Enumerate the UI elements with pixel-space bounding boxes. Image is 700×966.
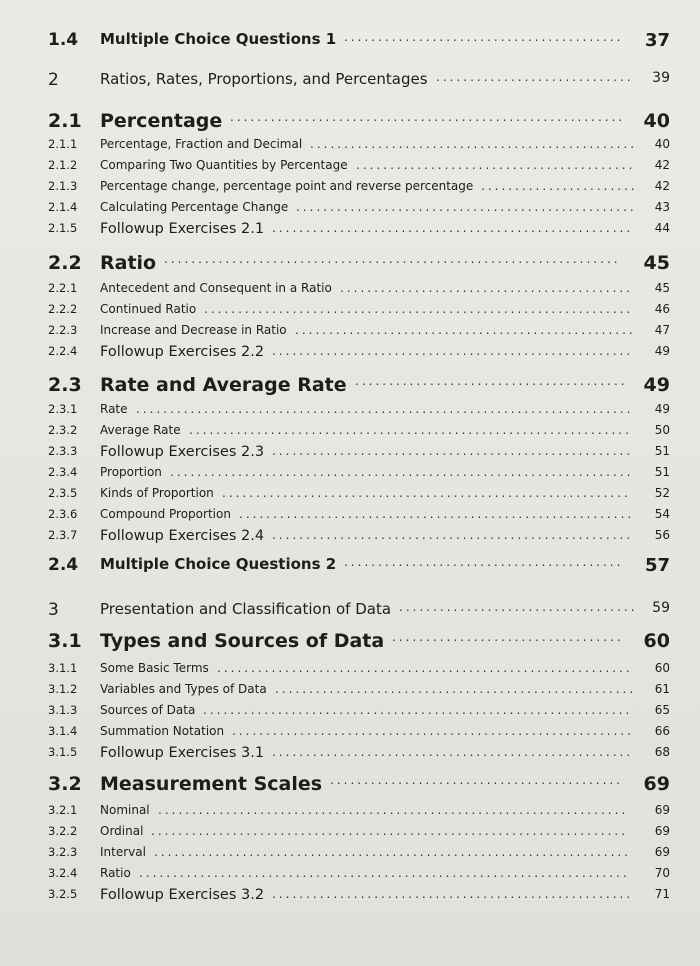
toc-entry-page: 49: [654, 344, 670, 358]
toc-entry-number: 2.3.4: [48, 465, 78, 479]
toc-entry-page: 47: [654, 323, 670, 337]
toc-entry-number: 2.3.2: [48, 423, 78, 437]
toc-entry-title: Multiple Choice Questions 1: [100, 30, 337, 48]
dot-leader: .........................................................................: [136, 402, 634, 416]
dot-leader: .....................................................: [272, 444, 634, 458]
dot-leader: .....................................................................: [158, 803, 629, 817]
toc-entry-page: 49: [643, 374, 670, 396]
dot-leader: ...............................................................: [204, 302, 634, 316]
dot-leader: ........................................: [355, 374, 628, 388]
toc-entry-number: 3.1: [48, 630, 82, 652]
dot-leader: .....................................................: [272, 344, 634, 358]
toc-entry-number: 3.2.2: [48, 824, 78, 838]
toc-entry-number: 3.1.5: [48, 745, 78, 759]
toc-entry-number: 2.3.7: [48, 528, 78, 542]
toc-entry-number: 3.1.1: [48, 661, 78, 675]
toc-entry-page: 60: [654, 661, 670, 675]
dot-leader: ......................................................................: [154, 845, 632, 859]
dot-leader: ............................................................: [222, 486, 631, 500]
dot-leader: .....................................................: [272, 745, 634, 759]
toc-entry-title: Followup Exercises 2.2: [100, 344, 265, 360]
toc-entry-title: Average Rate: [100, 423, 181, 437]
toc-entry-title: Followup Exercises 2.4: [100, 528, 265, 544]
dot-leader: .....................................................: [272, 887, 634, 901]
toc-entry-page: 69: [643, 773, 670, 795]
dot-leader: ...........................................: [330, 773, 624, 787]
toc-entry-title: Variables and Types of Data: [100, 682, 267, 696]
dot-leader: ...........................................: [340, 281, 634, 295]
toc-entry-title: Kinds of Proportion: [100, 486, 214, 500]
toc-entry-title: Continued Ratio: [100, 302, 197, 316]
toc-entry-page: 70: [654, 866, 670, 880]
toc-entry-page: 59: [652, 600, 670, 616]
toc-entry-number: 2.1.4: [48, 200, 78, 214]
toc-entry-page: 57: [644, 555, 670, 576]
toc-entry-page: 65: [654, 703, 670, 717]
dot-leader: .........................................: [344, 30, 624, 44]
toc-entry-page: 39: [652, 70, 670, 86]
dot-leader: ..........................................................: [230, 110, 626, 124]
toc-entry-number: 2.1.2: [48, 158, 78, 172]
toc-entry-page: 40: [643, 110, 670, 132]
toc-entry-page: 51: [654, 465, 670, 479]
toc-entry-number: 3.2.1: [48, 803, 78, 817]
toc-entry-number: 2.3.5: [48, 486, 78, 500]
toc-entry-title: Followup Exercises 3.1: [100, 745, 265, 761]
dot-leader: .............................: [436, 70, 634, 84]
toc-entry-number: 2.3: [48, 374, 82, 396]
toc-entry-number: 2.1.1: [48, 137, 78, 151]
toc-entry-title: Antecedent and Consequent in a Ratio: [100, 281, 332, 295]
toc-entry-title: Comparing Two Quantities by Percentage: [100, 158, 348, 172]
toc-entry-page: 61: [654, 682, 670, 696]
dot-leader: ...............................................................: [203, 703, 633, 717]
toc-entry-page: 43: [654, 200, 670, 214]
toc-entry-number: 2.2.2: [48, 302, 78, 316]
dot-leader: .........................................: [356, 158, 636, 172]
toc-entry-page: 37: [644, 30, 670, 51]
toc-entry-title: Sources of Data: [100, 703, 196, 717]
dot-leader: ..................................................: [295, 323, 636, 337]
toc-entry-page: 54: [654, 507, 670, 521]
toc-entry-page: 42: [654, 158, 670, 172]
toc-entry-page: 45: [643, 252, 670, 274]
dot-leader: .................................................................: [189, 423, 632, 437]
toc-entry-page: 66: [654, 724, 670, 738]
toc-entry-number: 2.3.3: [48, 444, 78, 458]
dot-leader: ..........................................................: [239, 507, 635, 521]
dot-leader: ....................................................................: [170, 465, 634, 479]
toc-entry-title: Followup Exercises 2.3: [100, 444, 265, 460]
toc-entry-number: 3.2: [48, 773, 82, 795]
toc-entry-number: 2.3.1: [48, 402, 78, 416]
toc-entry-number: 2.1: [48, 110, 82, 132]
toc-entry-page: 69: [654, 845, 670, 859]
dot-leader: .........................................: [344, 555, 624, 569]
toc-entry-page: 45: [654, 281, 670, 295]
toc-entry-title: Rate and Average Rate: [100, 374, 347, 396]
dot-leader: .............................................................: [217, 661, 633, 675]
toc-entry-page: 68: [654, 745, 670, 759]
toc-entry-number: 2.2: [48, 252, 82, 274]
toc-entry-title: Measurement Scales: [100, 773, 323, 795]
toc-entry-title: Compound Proportion: [100, 507, 231, 521]
dot-leader: ...........................................................: [232, 724, 635, 738]
toc-entry-title: Ratio: [100, 866, 131, 880]
toc-entry-title: Ratios, Rates, Proportions, and Percentages: [100, 70, 428, 88]
toc-entry-page: 52: [654, 486, 670, 500]
toc-entry-page: 49: [654, 402, 670, 416]
toc-entry-title: Percentage, Fraction and Decimal: [100, 137, 303, 151]
toc-entry-number: 3.1.2: [48, 682, 78, 696]
toc-entry-title: Increase and Decrease in Ratio: [100, 323, 287, 337]
toc-entry-title: Proportion: [100, 465, 162, 479]
toc-entry-title: Interval: [100, 845, 146, 859]
toc-entry-number: 2.1.3: [48, 179, 78, 193]
toc-entry-page: 46: [654, 302, 670, 316]
dot-leader: .......................: [481, 179, 638, 193]
toc-entry-title: Types and Sources of Data: [100, 630, 385, 652]
toc-entry-number: 2.2.4: [48, 344, 78, 358]
toc-entry-number: 2.4: [48, 555, 79, 575]
toc-entry-page: 69: [654, 803, 670, 817]
toc-entry-title: Followup Exercises 2.1: [100, 221, 265, 237]
toc-entry-page: 42: [654, 179, 670, 193]
toc-entry-page: 71: [654, 887, 670, 901]
toc-entry-title: Nominal: [100, 803, 150, 817]
dot-leader: .....................................................: [272, 221, 634, 235]
toc-entry-title: Percentage: [100, 110, 223, 132]
toc-entry-title: Presentation and Classification of Data: [100, 600, 392, 618]
toc-entry-number: 3.1.4: [48, 724, 78, 738]
dot-leader: ......................................................................: [151, 824, 629, 838]
toc-entry-number: 2.2.3: [48, 323, 78, 337]
toc-entry-page: 40: [654, 137, 670, 151]
toc-entry-number: 1.4: [48, 30, 79, 50]
toc-entry-title: Some Basic Terms: [100, 661, 209, 675]
toc-entry-number: 2.2.1: [48, 281, 78, 295]
dot-leader: ........................................................................: [139, 866, 630, 880]
dot-leader: ................................................: [310, 137, 638, 151]
toc-entry-page: 44: [654, 221, 670, 235]
toc-entry-number: 3.2.5: [48, 887, 78, 901]
toc-entry-page: 50: [654, 423, 670, 437]
toc-entry-title: Percentage change, percentage point and reverse percentage: [100, 179, 474, 193]
toc-entry-page: 56: [654, 528, 670, 542]
toc-entry-title: Ratio: [100, 252, 157, 274]
toc-entry-title: Ordinal: [100, 824, 144, 838]
toc-entry-number: 3.1.3: [48, 703, 78, 717]
toc-entry-number: 3.2.3: [48, 845, 78, 859]
dot-leader: ...................................................................: [164, 252, 621, 266]
toc-entry-page: 69: [654, 824, 670, 838]
toc-entry-title: Multiple Choice Questions 2: [100, 555, 337, 573]
toc-entry-number: 2.3.6: [48, 507, 78, 521]
toc-entry-title: Rate: [100, 402, 128, 416]
toc-entry-number: 3.2.4: [48, 866, 78, 880]
dot-leader: ..................................: [392, 630, 624, 644]
toc-entry-title: Summation Notation: [100, 724, 225, 738]
toc-entry-page: 51: [654, 444, 670, 458]
toc-entry-number: 2.1.5: [48, 221, 78, 235]
dot-leader: .....................................................: [272, 528, 634, 542]
toc-entry-title: Followup Exercises 3.2: [100, 887, 265, 903]
toc-entry-page: 60: [643, 630, 670, 652]
toc-entry-title: Calculating Percentage Change: [100, 200, 289, 214]
toc-entry-number: 2: [48, 70, 59, 90]
dot-leader: ..................................................: [296, 200, 637, 214]
toc-entry-number: 3: [48, 600, 59, 620]
dot-leader: .....................................................: [275, 682, 637, 696]
dot-leader: ...................................: [399, 600, 638, 614]
